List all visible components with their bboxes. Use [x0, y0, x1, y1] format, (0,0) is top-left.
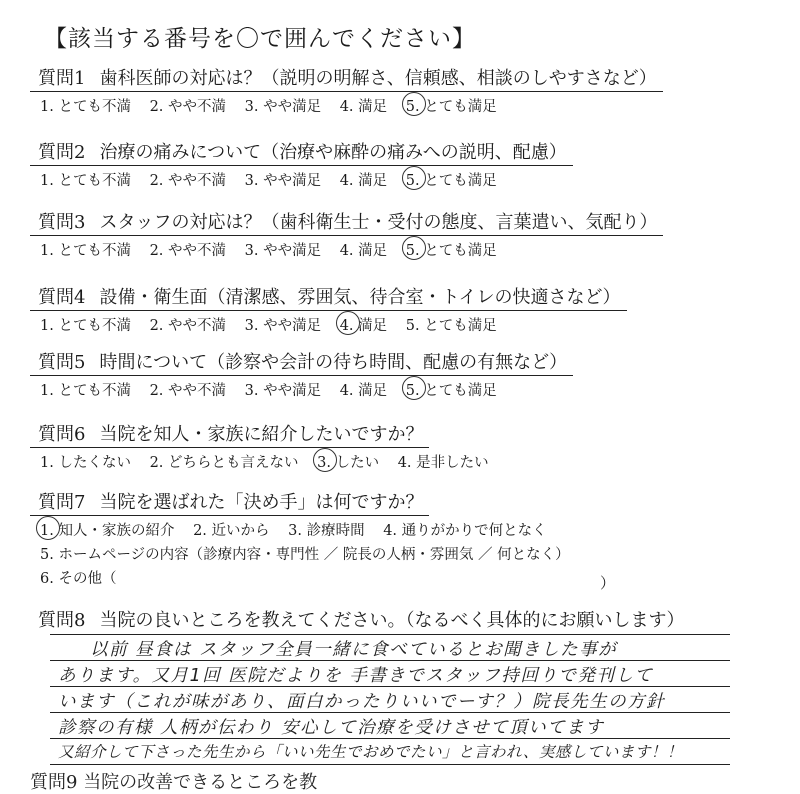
question-number: 質問1	[38, 68, 86, 89]
question-text: 治療の痛みについて（治療や麻酔の痛みへの説明、配慮）	[99, 142, 567, 163]
question-title	[30, 64, 663, 92]
option-3[interactable]: 3. やや満足	[244, 243, 322, 259]
instruction-header: 【該当する番号を〇で囲んでください】	[44, 26, 476, 52]
question-text: 歯科医師の対応は？（説明の明解さ、信頼感、相談のしやすさなど）	[99, 68, 657, 89]
answer-options	[30, 314, 770, 335]
option-3[interactable]: 3. やや満足	[244, 99, 322, 115]
option-5[interactable]: 5. とても満足	[406, 239, 497, 260]
option-2[interactable]: 2. やや不満	[149, 318, 227, 334]
option-2[interactable]: 2. 近いから	[193, 523, 270, 539]
option-2[interactable]: 2. やや不満	[149, 173, 227, 189]
option-5[interactable]: 5. とても満足	[406, 95, 497, 116]
question-number: 質問6	[38, 424, 86, 445]
question-number: 質問9	[30, 772, 78, 793]
option-1[interactable]: 1. 知人・家族の紹介	[40, 519, 174, 540]
question-text: 当院の改善できるところを教	[83, 772, 318, 793]
question-2	[30, 138, 770, 190]
option-1[interactable]: 1. とても不満	[40, 173, 131, 189]
option-1[interactable]: 1. とても不満	[40, 243, 131, 259]
question-title	[30, 208, 663, 236]
question-6	[30, 420, 770, 472]
option-2[interactable]: 2. やや不満	[149, 99, 227, 115]
handwritten-answer-line: います（これが味があり、面白かったりいいでーす？）院長先生の方針	[58, 692, 666, 712]
question-number: 質問2	[38, 142, 86, 163]
question-3	[30, 208, 770, 260]
question-text: 時間について（診察や会計の待ち時間、配慮の有無など）	[99, 352, 568, 373]
question-text: スタッフの対応は？（歯科衛生士・受付の態度、言葉遣い、気配り）	[99, 212, 658, 233]
question-number: 質問4	[38, 287, 86, 308]
option-1[interactable]: 1. とても不満	[40, 318, 131, 334]
question-number: 質問8	[38, 610, 86, 631]
question-title	[30, 420, 429, 448]
option-1[interactable]: 1. とても不満	[40, 99, 131, 115]
option-4[interactable]: 4. 是非したい	[397, 455, 489, 471]
question-9	[30, 768, 317, 794]
question-8	[30, 606, 770, 633]
option-5[interactable]: 5. とても満足	[406, 379, 497, 400]
question-text: 設備・衛生面（清潔感、雰囲気、待合室・トイレの快適さなど）	[99, 287, 621, 308]
option-3[interactable]: 3. やや満足	[244, 173, 322, 189]
question-text: 当院の良いところを教えてください。（なるべく具体的にお願いします）	[99, 610, 685, 631]
option-3[interactable]: 3. やや満足	[244, 383, 322, 399]
option-4[interactable]: 4. 通りがかりで何となく	[383, 523, 547, 539]
option-2[interactable]: 2. やや不満	[149, 243, 227, 259]
answer-options	[30, 239, 770, 260]
question-4	[30, 283, 770, 335]
question-5	[30, 348, 770, 400]
option-4[interactable]: 4. 満足	[339, 99, 388, 115]
handwritten-answer-line: 診察の有様 人柄が伝わり 安心して治療を受けさせて頂いてます	[58, 718, 605, 738]
answer-options	[30, 451, 770, 472]
question-number: 質問7	[38, 492, 86, 513]
question-title	[30, 488, 429, 516]
question-number: 質問5	[38, 352, 86, 373]
question-title	[30, 138, 573, 166]
option-5-homepage[interactable]: 5. ホームページの内容（診療内容・専門性 ／ 院長の人柄・雰囲気 ／ 何となく）	[40, 547, 570, 563]
question-text: 当院を知人・家族に紹介したいですか？	[99, 424, 424, 445]
question-1	[30, 64, 770, 116]
answer-options	[30, 379, 770, 400]
handwritten-answer-line: 以前 昼食は スタッフ全員一緒に食べているとお聞きした事が	[90, 640, 618, 660]
option-1[interactable]: 1. したくない	[40, 455, 131, 471]
answer-rule	[50, 764, 730, 765]
option-6-other[interactable]: 6. その他（	[40, 571, 117, 587]
question-title	[30, 348, 573, 376]
question-7	[30, 488, 770, 588]
handwritten-answer-line: 又紹介して下さった先生から「いい先生でおめでたい」と言われ、実感しています！！	[58, 743, 683, 761]
option-1[interactable]: 1. とても不満	[40, 383, 131, 399]
question-title	[30, 283, 627, 311]
option-5[interactable]: 5. とても満足	[406, 169, 497, 190]
answer-options	[30, 169, 770, 190]
option-3[interactable]: 3. したい	[317, 451, 379, 472]
question-title	[30, 606, 690, 633]
option-4[interactable]: 4. 満足	[339, 383, 388, 399]
option-2[interactable]: 2. やや不満	[149, 383, 227, 399]
answer-options	[30, 519, 770, 540]
option-4[interactable]: 4. 満足	[340, 314, 387, 335]
answer-options	[30, 95, 770, 116]
option-3[interactable]: 3. やや満足	[244, 318, 322, 334]
option-5[interactable]: 5. とても満足	[405, 318, 497, 334]
option-4[interactable]: 4. 満足	[339, 173, 388, 189]
other-close-paren: ）	[600, 574, 616, 592]
question-text: 当院を選ばれた「決め手」は何ですか？	[99, 492, 424, 513]
option-3[interactable]: 3. 診療時間	[288, 523, 365, 539]
option-4[interactable]: 4. 満足	[339, 243, 388, 259]
handwritten-answer-line: あります。又月1回 医院だよりを 手書きでスタッフ持回りで発刊して	[58, 666, 654, 686]
question-number: 質問3	[38, 212, 86, 233]
option-2[interactable]: 2. どちらとも言えない	[149, 455, 299, 471]
answer-rule	[50, 634, 730, 635]
